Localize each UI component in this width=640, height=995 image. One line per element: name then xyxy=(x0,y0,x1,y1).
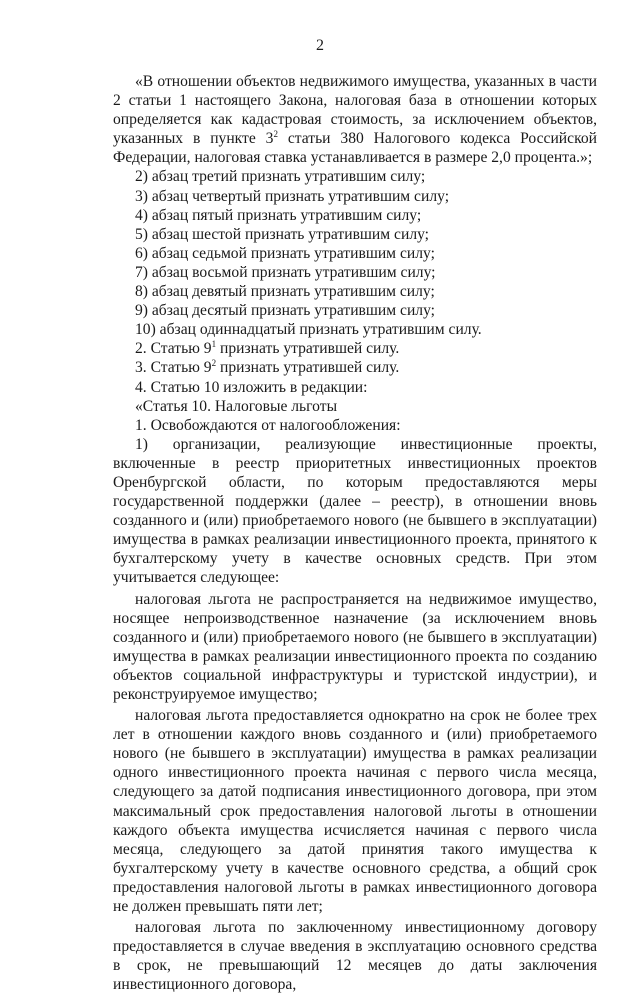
list-item: 4) абзац пятый признать утратившим силу; xyxy=(135,206,422,224)
document-body xyxy=(113,72,597,995)
list-item: 10) абзац одиннадцатый признать утратившим силу. xyxy=(135,321,482,339)
article-9-1-repeal: 2. Статью $9^1$ признать утратившей силу. xyxy=(135,339,400,358)
page-number: 2 xyxy=(316,37,324,54)
article-superscript: 1 xyxy=(211,339,217,350)
article-10-intro: 4. Статью 10 изложить в редакции: xyxy=(135,378,368,396)
quote-text-part2: статьи 380 Налогового кодекса Российской Федерации, налоговая ставка устанавливается в размере 2,0 процента.»; xyxy=(113,130,597,167)
quoted-tax-rate-paragraph xyxy=(113,72,597,167)
not-applicable-paragraph: налоговая льгота не распространяется на недвижимое имущество, носящее непроизводственное назначение (за исключением вновь созданного и (или) приобретаемого нового (не бывшего в эксплуатации) имущества в рамках реализации инвестиционного проекта по созданию объектов социальной инфраструктуры и туристской индустрии), и реконструируемое имущество; xyxy=(113,590,597,703)
list-item: 3) абзац четвертый признать утратившим силу; xyxy=(135,187,450,205)
repealed-paragraphs-list xyxy=(113,167,597,339)
quote-text-part1: «В отношении объектов недвижимого имущества, указанных в части 2 статьи 1 настоящего Закона, налоговая база в отношении которых определяется как кадастровая стоимость, за исключением объектов, указанных в пункте 3 xyxy=(113,73,597,148)
article-superscript: 2 xyxy=(211,358,217,369)
article-10-title: «Статья 10. Налоговые льготы xyxy=(135,397,338,415)
article-9-2-repeal: 3. Статью $9^2$ признать утратившей силу. xyxy=(135,358,400,377)
one-time-benefit-paragraph: налоговая льгота предоставляется однократно на срок не более трех лет в отношении каждого вновь созданного и (или) приобретаемого нового (не бывшего в эксплуатации) имущества в рамках реализации одного инвестиционного проекта начиная с первого числа месяца, следующего за датой подписания инвестиционного договора, при этом максимальный срок предоставления налоговой льготы в отношении каждого объекта имущества исчисляется начиная с первого числа месяца, следующего за датой принятия такого имущества к бухгалтерскому учету в качестве основного средства, а общий срок предоставления налоговой льготы в рамках инвестиционного договора не должен превышать пяти лет; xyxy=(113,707,597,916)
list-item: 7) абзац восьмой признать утратившим силу; xyxy=(135,263,436,281)
list-item: 9) абзац десятый признать утратившим силу; xyxy=(135,302,436,320)
list-item: 5) абзац шестой признать утратившим силу; xyxy=(135,225,430,243)
contract-benefit-paragraph: налоговая льгота по заключенному инвестиционному договору предоставляется в случае введения в эксплуатацию основного средства в срок, не превышающий 12 месяцев до даты заключения инвестиционного договора, xyxy=(113,919,597,994)
quote-superscript: 2 xyxy=(273,129,278,140)
list-item: 6) абзац седьмой признать утратившим силу; xyxy=(135,244,435,262)
list-item: 2) абзац третий признать утратившим силу; xyxy=(135,168,426,186)
list-item: 8) абзац девятый признать утратившим силу; xyxy=(135,283,435,301)
organizations-paragraph: 1) организации, реализующие инвестиционные проекты, включенные в реестр приоритетных инвестиционных проектов Оренбургской области, по которым предоставляются меры государственной поддержки (далее – реестр), в отношении вновь созданного и (или) приобретаемого нового (не бывшего в эксплуатации) имущества в рамках реализации инвестиционного проекта, принятого к бухгалтерскому учету в качестве основных средств. При этом учитывается следующее: xyxy=(113,435,597,587)
exemption-intro: 1. Освобождаются от налогообложения: xyxy=(135,416,401,434)
